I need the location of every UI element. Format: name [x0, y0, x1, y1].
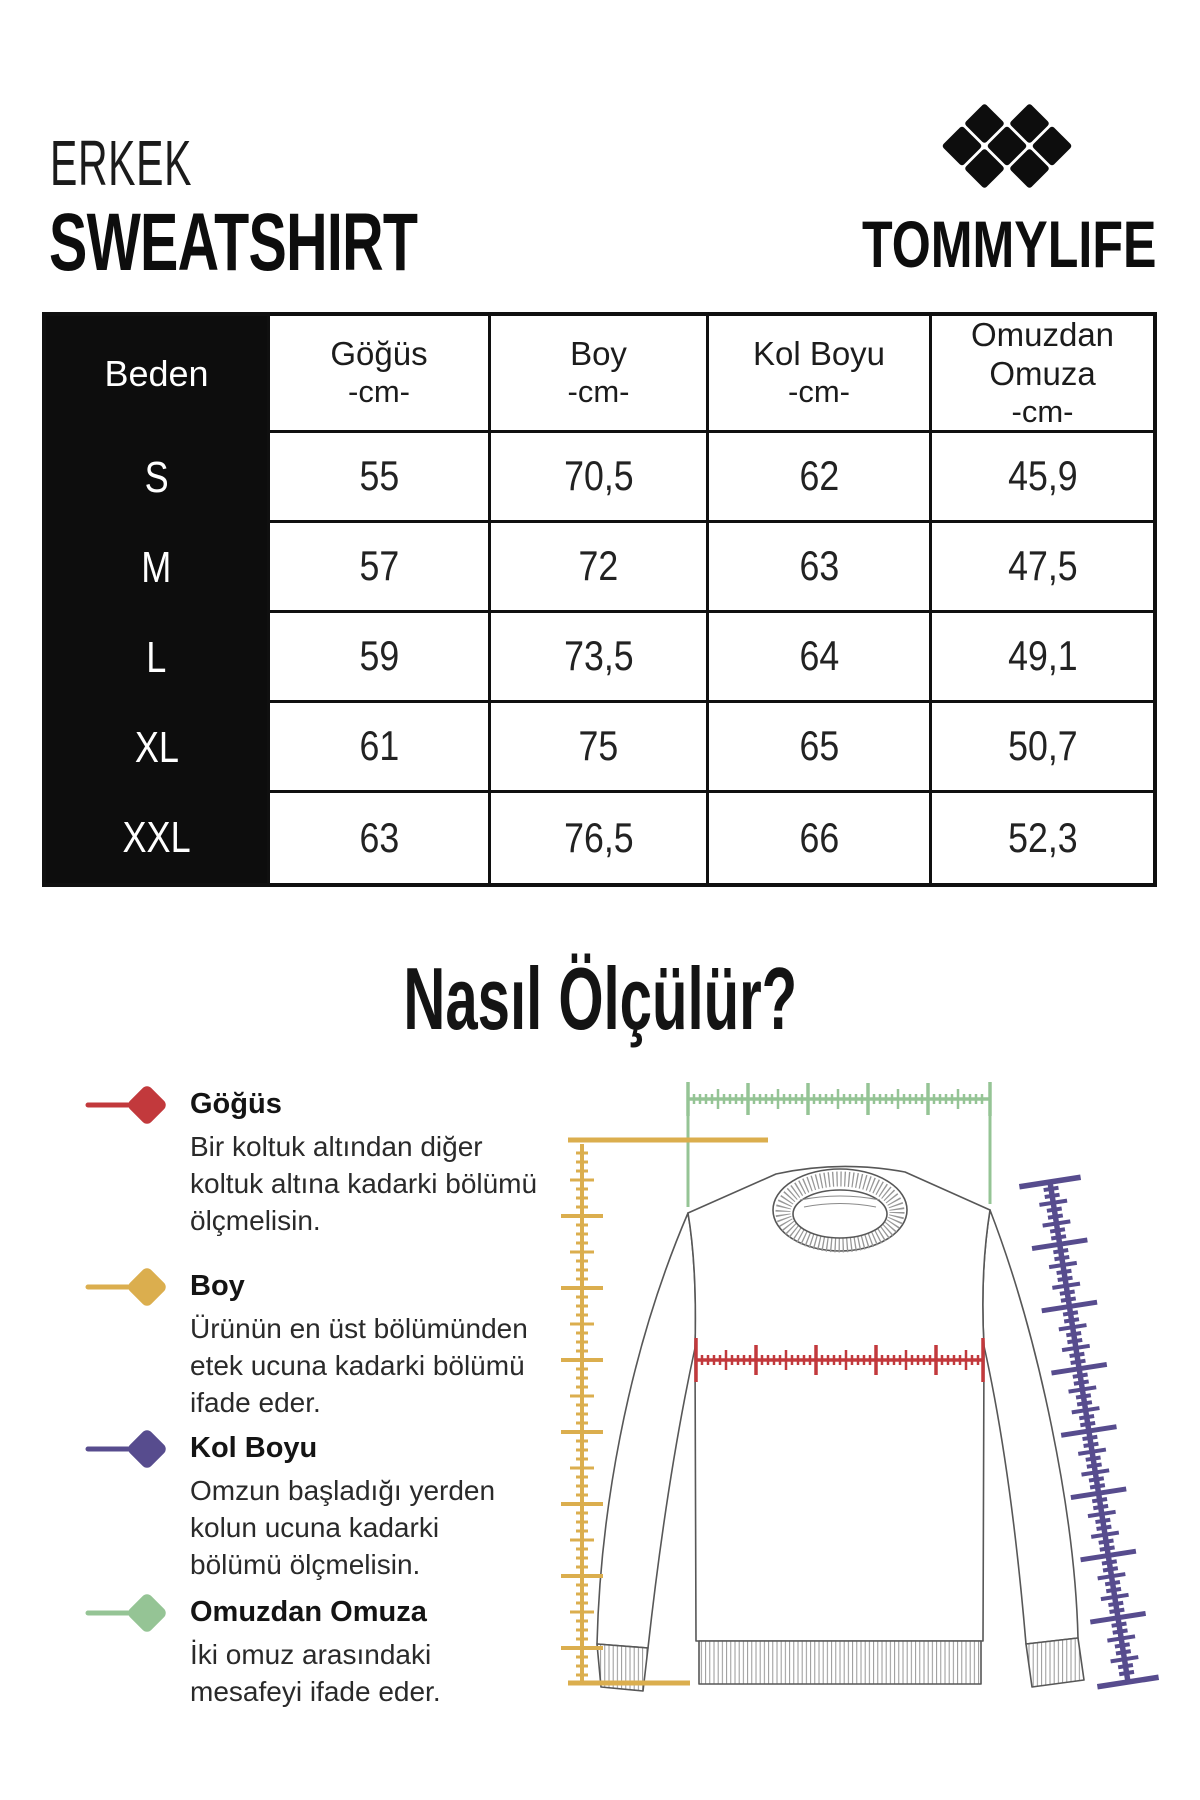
col-header-beden: Beden — [46, 316, 270, 433]
cell-shoulder: 45,9 — [932, 433, 1153, 523]
table-row — [46, 613, 1153, 703]
cell-sleeve: 64 — [709, 613, 932, 703]
cell-length: 75 — [491, 703, 709, 793]
sweatshirt-diagram — [460, 960, 1200, 1800]
cell-shoulder: 50,7 — [932, 703, 1153, 793]
cell-size: M — [46, 523, 270, 613]
table-row — [46, 433, 1153, 523]
cell-sleeve: 66 — [709, 793, 932, 883]
product-title: SWEATSHIRT — [49, 197, 418, 288]
table-header-row — [46, 316, 1153, 433]
col-header-shoulder: Omuzdan Omuza -cm- — [932, 316, 1153, 433]
chest-diamond-icon — [84, 1075, 184, 1135]
legend-description: İki omuz arasındaki mesafeyi ifade eder. — [190, 1639, 441, 1707]
category-title: ERKEK — [50, 127, 193, 199]
col-header-sleeve: Kol Boyu -cm- — [709, 316, 932, 433]
cell-chest: 59 — [270, 613, 491, 703]
cell-size: L — [46, 613, 270, 703]
cell-length: 72 — [491, 523, 709, 613]
size-table — [42, 312, 1157, 887]
cell-shoulder: 47,5 — [932, 523, 1153, 613]
length-diamond-icon — [84, 1257, 184, 1317]
cell-length: 76,5 — [491, 793, 709, 883]
table-row — [46, 793, 1153, 883]
legend-description: Bir koltuk altından diğer koltuk altına kadarki bölümü ölçmelisin. — [190, 1131, 538, 1236]
legend-description: Ürünün en üst bölümünden etek ucuna kadarki bölümü ifade eder. — [190, 1313, 528, 1418]
table-row — [46, 703, 1153, 793]
sweatshirt-outline — [597, 1166, 1084, 1691]
col-header-length: Boy -cm- — [491, 316, 709, 433]
cell-sleeve: 62 — [709, 433, 932, 523]
cell-size: XXL — [46, 793, 270, 883]
cell-chest: 61 — [270, 703, 491, 793]
cell-chest: 63 — [270, 793, 491, 883]
cell-shoulder: 52,3 — [1007, 813, 1078, 861]
cell-sleeve: 63 — [709, 523, 932, 613]
brand-name: TOMMYLIFE — [861, 207, 1156, 281]
legend-title: Omuzdan Omuza — [190, 1596, 427, 1628]
legend-title: Kol Boyu — [190, 1432, 318, 1464]
legend-description: Omzun başladığı yerden kolun ucuna kadarki bölümü ölçmelisin. — [190, 1475, 496, 1580]
legend-title: Boy — [190, 1270, 245, 1302]
cell-size: XL — [46, 703, 270, 793]
sleeve-diamond-icon — [84, 1419, 184, 1479]
cell-length: 70,5 — [491, 433, 709, 523]
tommylife-logo-icon — [939, 101, 1079, 195]
cell-shoulder: 49,1 — [932, 613, 1153, 703]
shoulder-diamond-icon — [84, 1583, 184, 1643]
cell-chest: 55 — [270, 433, 491, 523]
table-row — [46, 523, 1153, 613]
cell-length: 73,5 — [491, 613, 709, 703]
legend-title: Göğüs — [190, 1088, 282, 1120]
cell-sleeve: 65 — [709, 703, 932, 793]
how-to-measure-title: Nasıl Ölçülür? — [403, 949, 797, 1048]
cell-chest: 57 — [270, 523, 491, 613]
cell-size: S — [46, 433, 270, 523]
col-header-chest: Göğüs -cm- — [270, 316, 491, 433]
